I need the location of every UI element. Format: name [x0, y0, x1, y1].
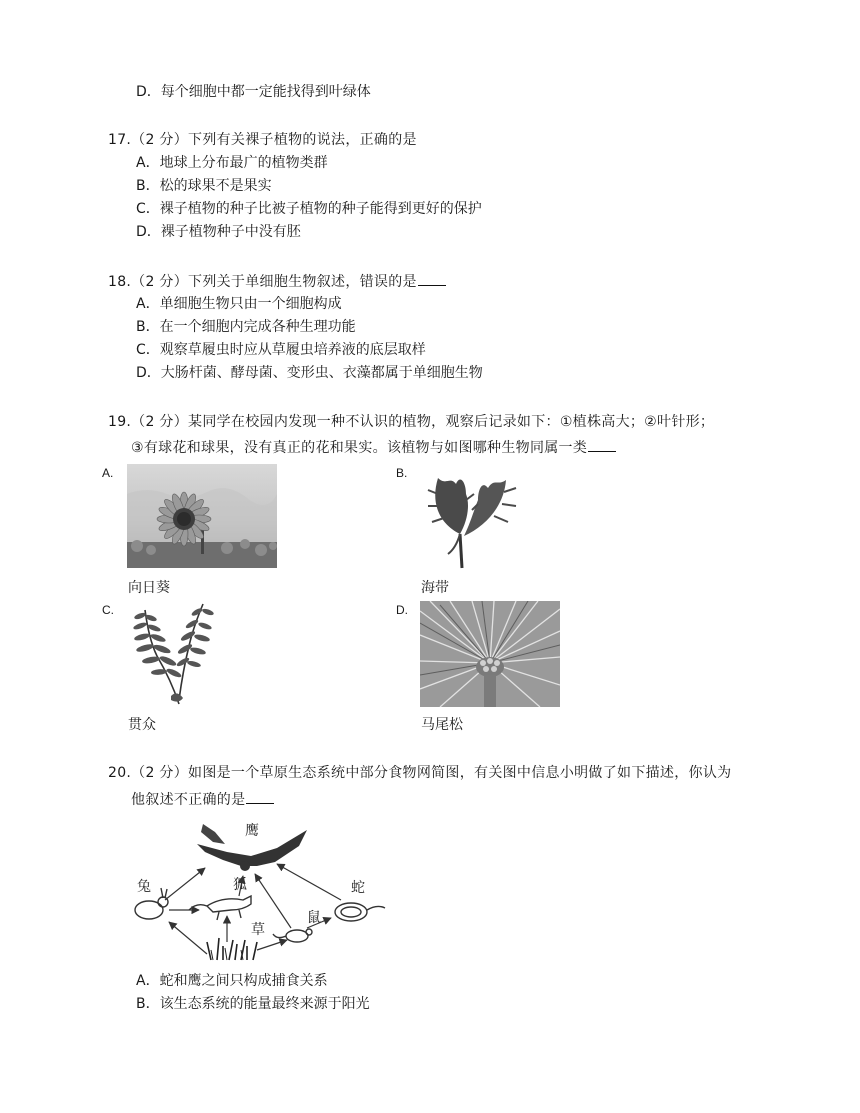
q18-option-b: B．在一个细胞内完成各种生理功能: [136, 319, 356, 335]
q17-option-a: A．地球上分布最广的植物类群: [136, 155, 328, 171]
food-web-diagram: [127, 818, 393, 962]
q20-stem-line1: [108, 763, 731, 783]
answer-blank: [418, 271, 446, 286]
fern-image: [127, 600, 217, 708]
q19-choice-c-letter: C.: [102, 603, 114, 617]
q19-choice-d-caption: 马尾松: [421, 717, 463, 733]
q17-stem-text: （2 分）下列有关裸子植物的说法，正确的是: [131, 132, 417, 148]
q17-option-d: D．裸子植物种子中没有胚: [136, 224, 301, 240]
food-web-label-rabbit: 兔: [137, 879, 151, 895]
food-web-label-snake: 蛇: [351, 880, 365, 896]
q20-option-a: A．蛇和鹰之间只构成捕食关系: [136, 973, 328, 989]
q20-stem-text-2: 他叙述不正确的是: [131, 792, 246, 808]
q19-stem-text-2: ③有球花和球果，没有真正的花和果实。该植物与如图哪种生物同属一类: [131, 440, 588, 456]
snake-icon: [335, 903, 385, 921]
mouse-icon: [273, 929, 312, 942]
answer-blank: [246, 789, 274, 804]
q20-option-b: B．该生态系统的能量最终来源于阳光: [136, 996, 370, 1012]
grass-icon: [207, 938, 257, 960]
q17-stem: [108, 130, 417, 150]
q18-stem: [108, 271, 446, 292]
q19-choice-b-letter: B.: [396, 466, 408, 480]
q19-choice-b-caption: 海带: [421, 580, 449, 596]
q17-number: 17.: [108, 132, 132, 148]
food-web-label-mouse: 鼠: [307, 910, 321, 926]
answer-blank: [588, 437, 616, 452]
fox-icon: [189, 896, 251, 920]
kelp-image: [420, 464, 525, 572]
pine-image: [420, 601, 560, 707]
sunflower-image: [127, 464, 277, 568]
q20-number: 20.: [108, 765, 132, 781]
q17-option-b: B．松的球果不是果实: [136, 178, 272, 194]
food-web-label-eagle: 鹰: [245, 823, 259, 839]
q18-option-c: C．观察草履虫时应从草履虫培养液的底层取样: [136, 342, 426, 358]
q18-stem-text: （2 分）下列关于单细胞生物叙述，错误的是: [131, 274, 417, 290]
q19-choice-c-caption: 贯众: [128, 717, 156, 733]
food-web-label-fox: 狐: [233, 877, 247, 893]
q18-option-d: D．大肠杆菌、酵母菌、变形虫、衣藻都属于单细胞生物: [136, 365, 483, 381]
q18-number: 18.: [108, 274, 132, 290]
q19-stem-line2: [131, 437, 616, 458]
q19-number: 19.: [108, 414, 132, 430]
q19-choice-d-letter: D.: [396, 603, 408, 617]
q19-stem-line1: [108, 412, 714, 432]
q18-option-a: A．单细胞生物只由一个细胞构成: [136, 296, 342, 312]
q19-stem-text-1: （2 分）某同学在校园内发现一种不认识的植物，观察后记录如下：①植株高大；②叶针形；: [131, 414, 715, 430]
q17-option-c: C．裸子植物的种子比被子植物的种子能得到更好的保护: [136, 201, 482, 217]
q19-choice-a-letter: A.: [102, 466, 114, 480]
q19-choice-a-caption: 向日葵: [128, 580, 170, 596]
q20-stem-text-1: （2 分）如图是一个草原生态系统中部分食物网简图，有关图中信息小明做了如下描述，你认为: [131, 765, 732, 781]
q20-stem-line2: [131, 789, 274, 810]
q16-option-d: D．每个细胞中都一定能找得到叶绿体: [136, 84, 371, 100]
food-web-label-grass: 草: [251, 922, 265, 938]
